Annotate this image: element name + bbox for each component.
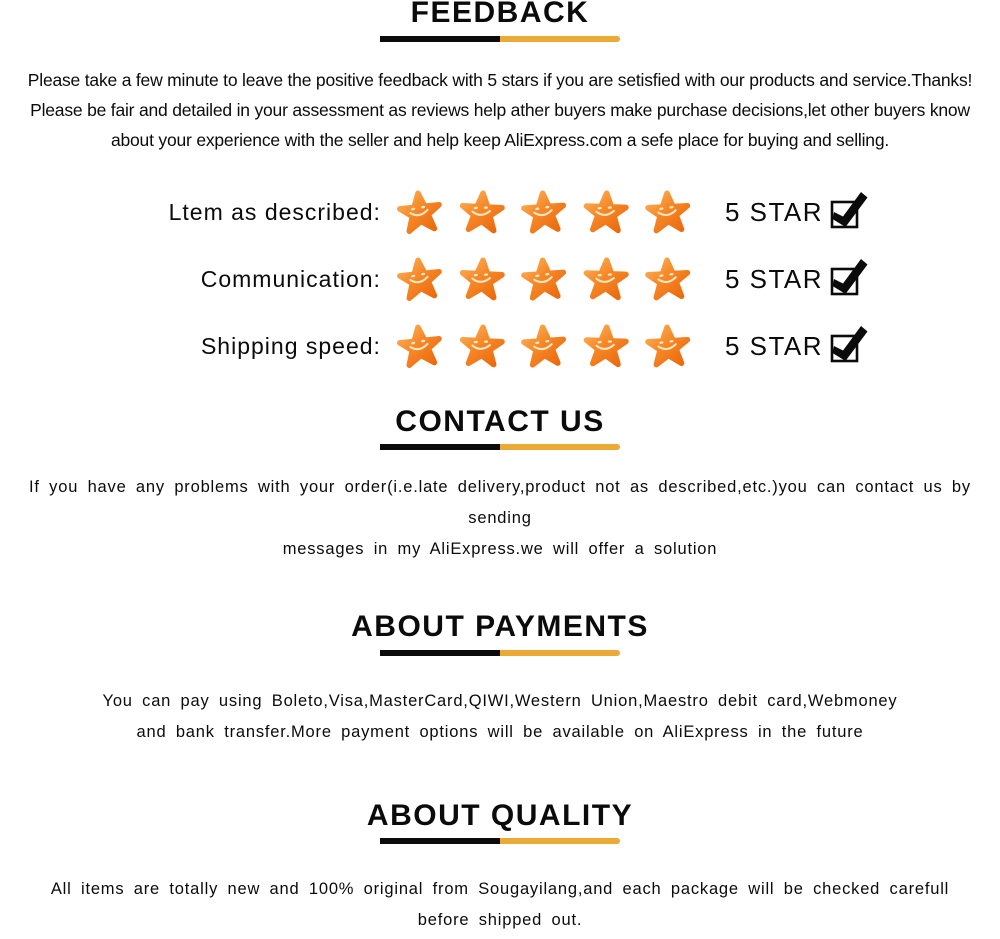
star-rating: [397, 188, 697, 237]
contact-underline: [380, 444, 620, 450]
checked-checkbox-icon[interactable]: [829, 258, 869, 296]
star-icon[interactable]: [521, 188, 567, 237]
star-rating: [397, 255, 697, 304]
payments-title: ABOUT PAYMENTS: [351, 610, 649, 643]
star-icon[interactable]: [397, 322, 443, 371]
star-icon[interactable]: [459, 322, 505, 371]
payments-text: [0, 686, 1000, 748]
star-icon[interactable]: [583, 188, 629, 237]
star-icon[interactable]: [583, 322, 629, 371]
star-icon[interactable]: [459, 255, 505, 304]
quality-line: before shipped out.: [417, 911, 583, 929]
payments-line: and bank transfer.More payment options will be available on AliExpress in the future: [136, 722, 864, 741]
rating-row-item-as-described: [0, 179, 1000, 246]
rating-row-shipping-speed: [0, 313, 1000, 380]
star-icon[interactable]: [521, 255, 567, 304]
payments-line: You can pay using Boleto,Visa,MasterCard,QIWI,Western Union,Maestro debit card,Webmoney: [102, 691, 898, 710]
rating-row-communication: [0, 246, 1000, 313]
payments-underline: [380, 650, 620, 656]
score-label: 5 STAR: [724, 196, 824, 227]
intro-line: about your experience with the seller and help keep AliExpress.com a sefe place for buying and selling.: [110, 129, 890, 150]
rating-rows: [0, 179, 1000, 380]
feedback-underline: [380, 36, 620, 42]
star-rating: [397, 322, 697, 371]
checked-checkbox-icon[interactable]: [829, 191, 869, 229]
rating-label: Communication:: [200, 265, 381, 292]
contact-title: CONTACT US: [395, 404, 605, 438]
feedback-intro: [0, 65, 1000, 155]
intro-line: Please be fair and detailed in your assessment as reviews help ather buyers make purchase decisions,let other buyers know: [30, 99, 970, 120]
star-icon[interactable]: [583, 255, 629, 304]
quality-line: All items are totally new and 100% original from Sougayilang,and each package will be checked carefull: [50, 880, 950, 898]
quality-text: [0, 874, 1000, 936]
star-icon[interactable]: [521, 322, 567, 371]
star-icon[interactable]: [397, 255, 443, 304]
rating-label: Ltem as described:: [168, 198, 381, 225]
star-icon[interactable]: [645, 322, 691, 371]
star-icon[interactable]: [459, 188, 505, 237]
star-icon[interactable]: [645, 188, 691, 237]
intro-line: Please take a few minute to leave the positive feedback with 5 stars if you are setisfied with our products and service.Thanks!: [27, 69, 973, 90]
quality-title: ABOUT QUALITY: [366, 798, 634, 832]
quality-underline: [380, 838, 620, 844]
checked-checkbox-icon[interactable]: [829, 325, 869, 363]
star-icon[interactable]: [397, 188, 443, 237]
feedback-title: FEEDBACK: [410, 0, 590, 29]
contact-line: messages in my AliExpress.we will offer a solution: [282, 540, 718, 558]
score-label: 5 STAR: [724, 263, 824, 294]
rating-label: Shipping speed:: [200, 332, 381, 359]
score-label: 5 STAR: [724, 330, 824, 361]
star-icon[interactable]: [645, 255, 691, 304]
contact-line: If you have any problems with your order(i.e.late delivery,product not as described,etc.)you can contact us by sending: [29, 478, 971, 527]
contact-text: [0, 472, 1000, 565]
